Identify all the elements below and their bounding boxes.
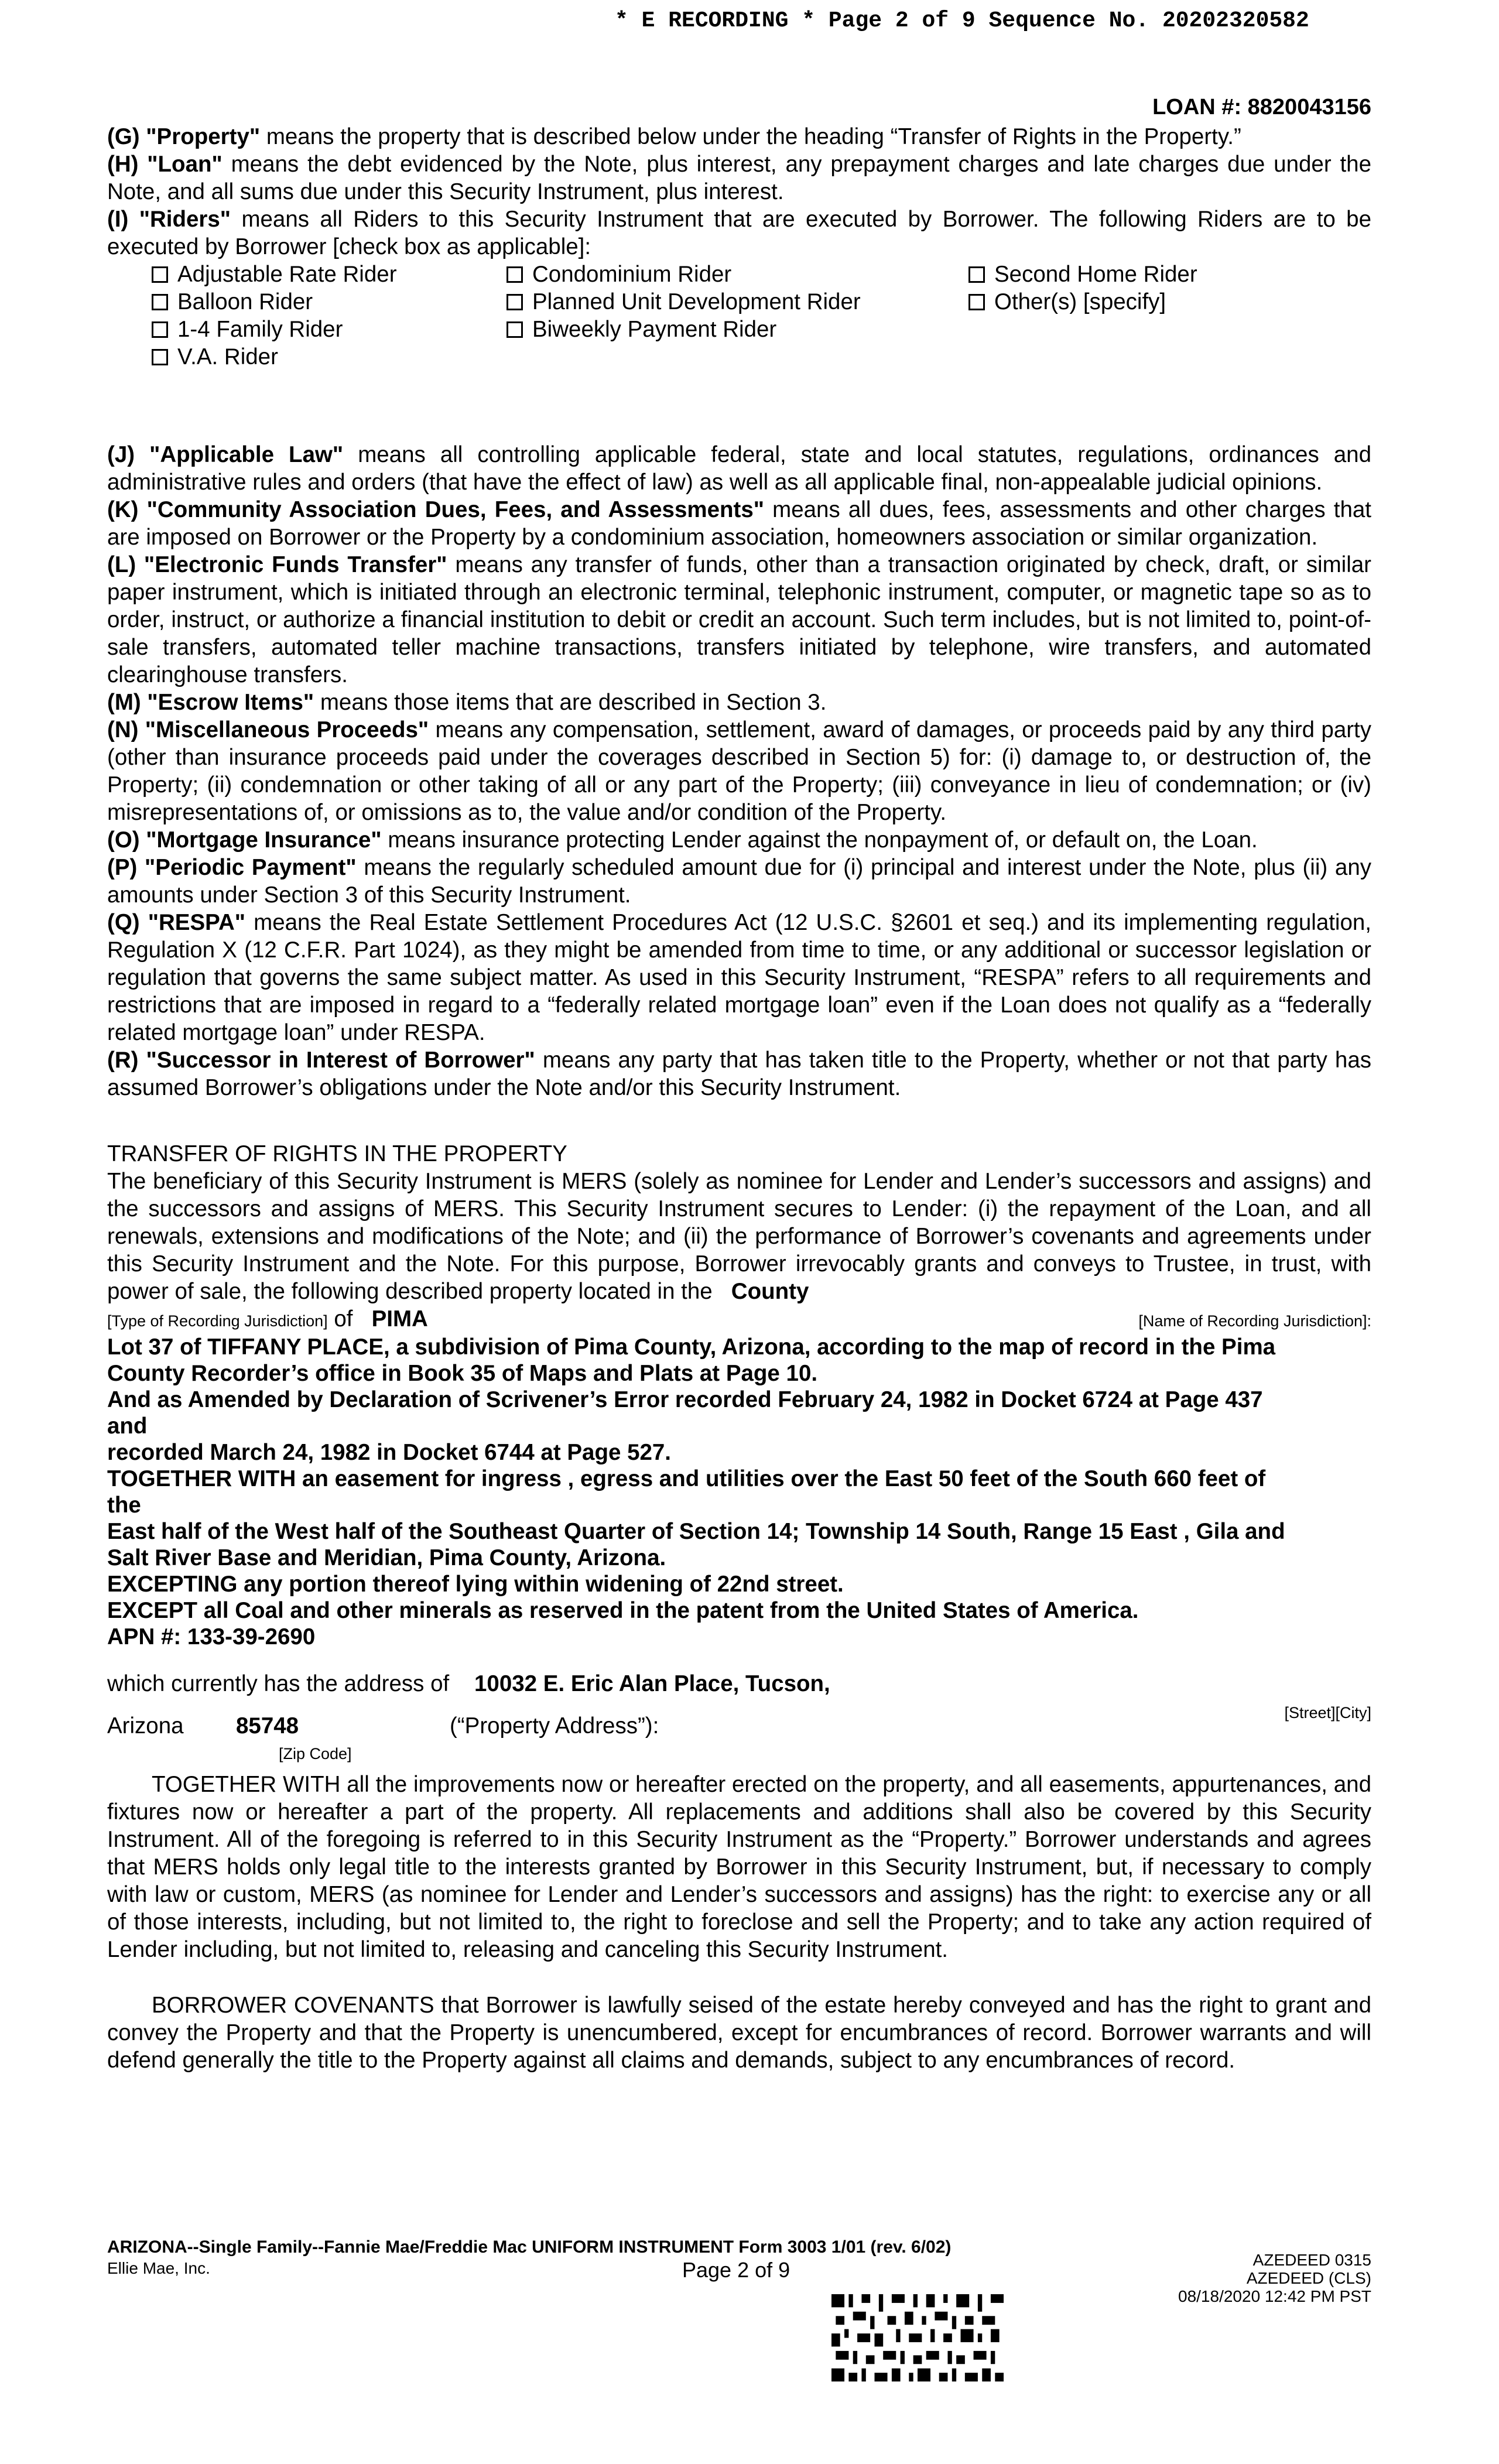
zip-label: [Zip Code] bbox=[279, 1745, 352, 1763]
rider-second-home[interactable]: Second Home Rider bbox=[968, 261, 1197, 288]
vendor-name: Ellie Mae, Inc. bbox=[107, 2259, 210, 2277]
state-zip-line bbox=[107, 1712, 1371, 1771]
definition-o: (O) "Mortgage Insurance" means insurance protecting Lender against the nonpayment of, or default on, the Loan. bbox=[107, 827, 1258, 853]
jurisdiction-of: of bbox=[334, 1306, 353, 1332]
form-identifier: ARIZONA--Single Family--Fannie Mae/Freddie Mac UNIFORM INSTRUMENT Form 3003 1/01 (rev. 6/02) bbox=[107, 2237, 952, 2257]
rider-adjustable-rate[interactable]: Adjustable Rate Rider bbox=[152, 261, 397, 288]
address-street-city: 10032 E. Eric Alan Place, Tucson, bbox=[474, 1671, 830, 1696]
legal-line: Lot 37 of TIFFANY PLACE, a subdivision of Pima County, Arizona, according to the map of record in the Pima bbox=[107, 1334, 1276, 1360]
definition-p: (P) "Periodic Payment" means the regularly scheduled amount due for (i) principal and interest under the Note, plus (ii) any amounts under Section 3 of this Security Instrument. bbox=[107, 855, 1371, 908]
riders-column-1 bbox=[152, 261, 397, 371]
covenants-paragraph: BORROWER COVENANTS that Borrower is lawfully seised of the estate hereby conveyed and has the right to grant and convey the Property and that the Property is unencumbered, except for encumbrances of record. Borrower warrants and will defend generally the title to the Property against all claims and demands, subject to any encumbrances of record. bbox=[107, 1993, 1371, 2073]
riders-column-3 bbox=[968, 261, 1197, 316]
checkbox-icon[interactable] bbox=[152, 349, 168, 365]
legal-line: And as Amended by Declaration of Scrivener’s Error recorded February 24, 1982 in Docket 6724 at Page 437 bbox=[107, 1387, 1263, 1412]
property-address-label: (“Property Address”): bbox=[450, 1713, 659, 1739]
rider-condominium[interactable]: Condominium Rider bbox=[506, 261, 861, 288]
form-code: AZEDEED 0315 bbox=[1252, 2251, 1371, 2269]
checkbox-icon[interactable] bbox=[968, 266, 985, 283]
page-number: Page 2 of 9 bbox=[682, 2258, 790, 2282]
legal-description bbox=[107, 1334, 1371, 1650]
legal-line: County Recorder’s office in Book 35 of Maps and Plats at Page 10. bbox=[107, 1361, 818, 1386]
spacer bbox=[107, 1101, 1371, 1140]
legal-line: and bbox=[107, 1414, 148, 1439]
loan-number bbox=[1152, 95, 1371, 120]
address-line bbox=[107, 1670, 1371, 1722]
riders-checklist bbox=[152, 261, 1371, 371]
transfer-heading: TRANSFER OF RIGHTS IN THE PROPERTY bbox=[107, 1141, 567, 1166]
jurisdiction-name: PIMA bbox=[371, 1306, 428, 1332]
definition-r: (R) "Successor in Interest of Borrower" means any party that has taken title to the Property, whether or not that party has assumed Borrower’s obligations under the Note and/or this Security Instrument. bbox=[107, 1048, 1371, 1100]
checkbox-icon[interactable] bbox=[152, 294, 168, 310]
document-body bbox=[107, 123, 1371, 2074]
legal-line: recorded March 24, 1982 in Docket 6744 at Page 527. bbox=[107, 1440, 672, 1465]
recording-header: * E RECORDING * Page 2 of 9 Sequence No. 20202320582 bbox=[615, 8, 1309, 33]
print-datetime: 08/18/2020 12:42 PM PST bbox=[1178, 2287, 1371, 2305]
jurisdiction-type: County bbox=[731, 1279, 809, 1304]
spacer bbox=[107, 1963, 1371, 1991]
definition-l: (L) "Electronic Funds Transfer" means any transfer of funds, other than a transaction originated by check, draft, or similar paper instrument, which is initiated through an electronic terminal, telephonic instrument, computer, or magnetic tape so as to order, instruct, or authorize a financial institution to debit or credit an account. Such term includes, but is not limited to, point-of-sale transfers, automated teller machine transactions, transfers initiated by telephone, wire transfers, and automated clearinghouse transfers. bbox=[107, 552, 1371, 687]
definition-j: (J) "Applicable Law" means all controlling applicable federal, state and local statutes, regulations, ordinances and administrative rules and orders (that have the effect of law) as well as all applicable final, non-appealable judicial opinions. bbox=[107, 442, 1371, 495]
definition-k: (K) "Community Association Dues, Fees, and Assessments" means all dues, fees, assessments and other charges that are imposed on Borrower or the Property by a condominium association, homeowners association or similar organization. bbox=[107, 497, 1371, 550]
barcode-icon bbox=[831, 2294, 1004, 2390]
legal-line: EXCEPTING any portion thereof lying within widening of 22nd street. bbox=[107, 1572, 844, 1597]
riders-column-2 bbox=[506, 261, 861, 343]
rider-va[interactable]: V.A. Rider bbox=[152, 343, 397, 371]
definition-g: (G) "Property" means the property that is described below under the heading “Transfer of Rights in the Property.” bbox=[107, 124, 1241, 149]
address-prefix: which currently has the address of bbox=[107, 1671, 450, 1696]
definition-m: (M) "Escrow Items" means those items that are described in Section 3. bbox=[107, 690, 827, 715]
loan-label: LOAN #: bbox=[1152, 95, 1242, 119]
definition-h: (H) "Loan" means the debt evidenced by the Note, plus interest, any prepayment charges and late charges due under the Note, and all sums due under this Security Instrument, plus interest. bbox=[107, 152, 1371, 204]
transfer-text: The beneficiary of this Security Instrument is MERS (solely as nominee for Lender and Lender’s successors and assigns) and the successors and assigns of MERS. This Security Instrument secures to Lender: (i) the repayment of the Loan, and all renewals, extensions and modifications of the Note; and (ii) the performance of Borrower’s covenants and agreements under this Security Instrument and the Note. For this purpose, Borrower irrevocably grants and conveys to Trustee, in trust, with power of sale, the following described property located in the County bbox=[107, 1169, 1371, 1304]
rider-balloon[interactable]: Balloon Rider bbox=[152, 288, 397, 316]
checkbox-icon[interactable] bbox=[968, 294, 985, 310]
street-city-label: [Street][City] bbox=[1284, 1704, 1371, 1722]
rider-planned-unit-development[interactable]: Planned Unit Development Rider bbox=[506, 288, 861, 316]
legal-line: Salt River Base and Meridian, Pima County, Arizona. bbox=[107, 1545, 666, 1570]
checkbox-icon[interactable] bbox=[152, 321, 168, 338]
legal-line: APN #: 133-39-2690 bbox=[107, 1624, 316, 1649]
checkbox-icon[interactable] bbox=[152, 266, 168, 283]
spacer bbox=[107, 371, 1371, 441]
page-footer bbox=[107, 2237, 1371, 2412]
legal-line: EXCEPT all Coal and other minerals as reserved in the patent from the United States of America. bbox=[107, 1598, 1139, 1623]
legal-line: the bbox=[107, 1493, 141, 1518]
jurisdiction-line bbox=[107, 1305, 1371, 1333]
address-zip: 85748 bbox=[236, 1713, 299, 1739]
legal-line: TOGETHER WITH an easement for ingress , egress and utilities over the East 50 feet of the South 660 feet of bbox=[107, 1466, 1266, 1491]
rider-biweekly-payment[interactable]: Biweekly Payment Rider bbox=[506, 316, 861, 343]
checkbox-icon[interactable] bbox=[506, 266, 523, 283]
jurisdiction-name-label: [Name of Recording Jurisdiction]: bbox=[1138, 1312, 1371, 1330]
checkbox-icon[interactable] bbox=[506, 294, 523, 310]
form-code-cls: AZEDEED (CLS) bbox=[1246, 2269, 1371, 2287]
together-paragraph: TOGETHER WITH all the improvements now or hereafter erected on the property, and all easements, appurtenances, and fixtures now or hereafter a part of the property. All replacements and additions shall also be covered by this Security Instrument. All of the foregoing is referred to in this Security Instrument as the “Property.” Borrower understands and agrees that MERS holds only legal title to the interests granted by Borrower in this Security Instrument, but, if necessary to comply with law or custom, MERS (as nominee for Lender and Lender’s successors and assigns) has the right: to exercise any or all of those interests, including, but not limited to, the right to foreclose and sell the Property; and to take any action required of Lender including, but not limited to, releasing and canceling this Security Instrument. bbox=[107, 1772, 1371, 1962]
checkbox-icon[interactable] bbox=[506, 321, 523, 338]
address-state: Arizona bbox=[107, 1713, 184, 1739]
jurisdiction-type-label: [Type of Recording Jurisdiction] bbox=[107, 1312, 328, 1330]
rider-1-4-family[interactable]: 1-4 Family Rider bbox=[152, 316, 397, 343]
definition-n: (N) "Miscellaneous Proceeds" means any compensation, settlement, award of damages, or proceeds paid by any third party (other than insurance proceeds paid under the coverages described in Section 5) for: (i) damage to, or destruction of, the Property; (ii) condemnation or other taking of all or any part of the Property; (iii) conveyance in lieu of condemnation; or (iv) misrepresentations of, or omissions as to, the value and/or condition of the Property. bbox=[107, 717, 1371, 825]
definition-i: (I) "Riders" means all Riders to this Security Instrument that are executed by Borrower. The following Riders are to be executed by Borrower [check box as applicable]: bbox=[107, 207, 1371, 259]
rider-others[interactable]: Other(s) [specify] bbox=[968, 288, 1197, 316]
loan-value: 8820043156 bbox=[1247, 95, 1371, 119]
legal-line: East half of the West half of the Southeast Quarter of Section 14; Township 14 South, Range 15 East , Gila and bbox=[107, 1519, 1285, 1544]
footer-codes bbox=[1178, 2251, 1371, 2305]
definition-q: (Q) "RESPA" means the Real Estate Settlement Procedures Act (12 U.S.C. §2601 et seq.) and its implementing regulation, Regulation X (12 C.F.R. Part 1024), as they might be amended from time to time, or any additional or successor legislation or regulation that governs the same subject matter. As used in this Security Instrument, “RESPA” refers to all requirements and restrictions that are imposed in regard to a “federally related mortgage loan” even if the Loan does not qualify as a “federally related mortgage loan” under RESPA. bbox=[107, 910, 1371, 1045]
